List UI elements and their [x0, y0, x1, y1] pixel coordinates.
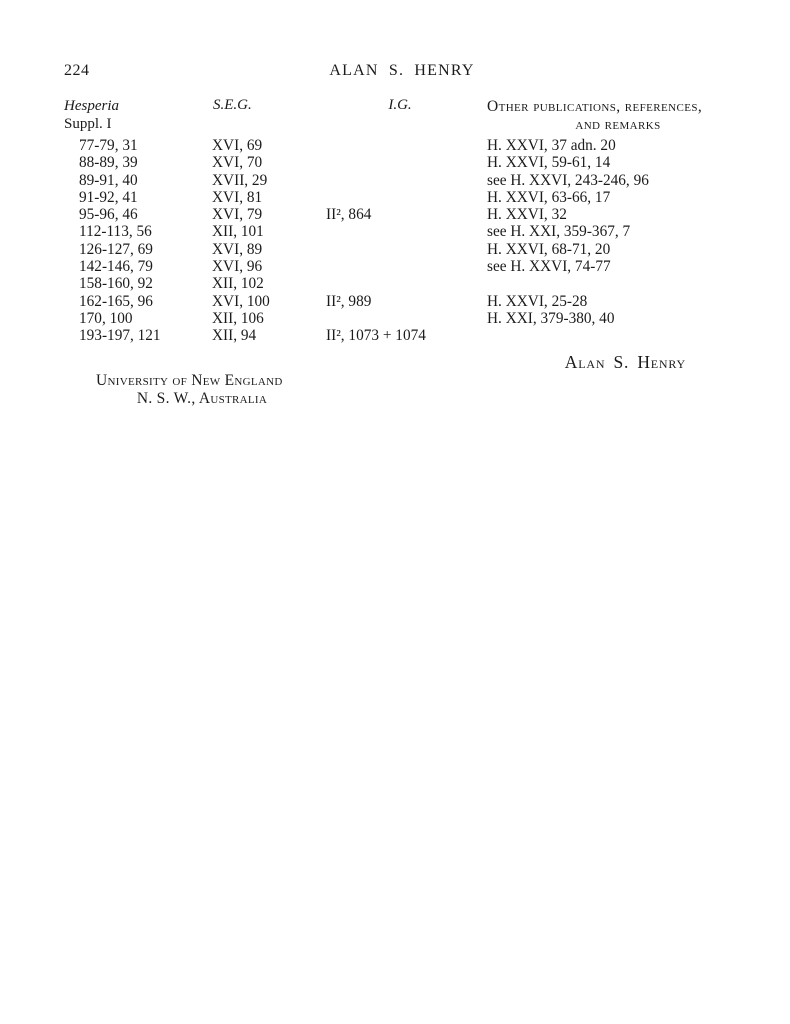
- seg-cell: XVI, 69: [212, 137, 263, 154]
- seg-cell: XII, 102: [212, 275, 264, 293]
- ig-cell: [320, 137, 487, 154]
- table-row: [64, 241, 760, 258]
- ig-cell: [320, 189, 487, 206]
- hesperia-cell: 88-89, 39: [79, 154, 138, 172]
- table-row: [64, 293, 760, 310]
- seg-cell: XII, 101: [212, 223, 264, 241]
- hesperia-cell: 77-79, 31: [79, 137, 138, 154]
- author-signature: Alan S. Henry: [564, 352, 686, 372]
- column-header-hesperia: [64, 97, 210, 133]
- other-cell: see H. XXI, 359-367, 7: [487, 223, 631, 241]
- hesperia-cell: 112-113, 56: [79, 223, 152, 241]
- table-row: [64, 189, 760, 206]
- other-cell: H. XXVI, 37 adn. 20: [487, 137, 616, 154]
- seg-cell: XVI, 96: [212, 258, 263, 276]
- column-header-seg: S.E.G.: [213, 97, 252, 113]
- seg-cell: XVI, 89: [212, 240, 263, 258]
- ig-cell: [320, 275, 487, 292]
- running-head: [64, 62, 740, 82]
- hesperia-cell: 91-92, 41: [79, 188, 138, 206]
- affiliation-location: N. S. W., Australia: [136, 389, 268, 407]
- hesperia-cell: 95-96, 46: [79, 206, 138, 224]
- column-header-hesperia-line2: Suppl. I: [64, 116, 112, 132]
- other-cell: H. XXVI, 63-66, 17: [487, 188, 611, 206]
- column-header-other: [487, 98, 749, 134]
- other-cell: [487, 327, 760, 344]
- running-header-title: ALAN S. HENRY: [329, 62, 475, 79]
- affiliation-institution: University of New England: [96, 372, 283, 389]
- seg-cell: XVI, 100: [212, 292, 270, 310]
- table-row: [64, 223, 760, 240]
- ig-cell: II², 989: [326, 292, 372, 310]
- hesperia-cell: 158-160, 92: [79, 275, 153, 293]
- column-header-hesperia-line1: Hesperia: [64, 98, 119, 114]
- hesperia-cell: 170, 100: [79, 309, 133, 327]
- table-row: [64, 327, 760, 344]
- other-cell: [487, 275, 760, 292]
- hesperia-cell: 89-91, 40: [79, 171, 138, 189]
- ig-cell: [320, 241, 487, 258]
- seg-cell: XII, 106: [212, 309, 264, 327]
- ig-cell: [320, 172, 487, 189]
- seg-cell: XVI, 81: [212, 188, 263, 206]
- ig-cell: II², 1073 + 1074: [326, 327, 426, 345]
- hesperia-cell: 193-197, 121: [79, 327, 161, 345]
- other-cell: H. XXVI, 68-71, 20: [487, 240, 611, 258]
- ig-cell: [320, 310, 487, 327]
- seg-cell: XII, 94: [212, 327, 257, 345]
- table-row: [64, 172, 760, 189]
- column-header-ig: I.G.: [388, 97, 412, 113]
- column-header-other-line1: Other publications, references,: [487, 98, 703, 115]
- ig-cell: [320, 258, 487, 275]
- other-cell: see H. XXVI, 243-246, 96: [487, 171, 649, 189]
- table-row: [64, 137, 760, 154]
- author-affiliation: [96, 372, 308, 407]
- table-row: [64, 154, 760, 171]
- other-cell: see H. XXVI, 74-77: [487, 258, 611, 276]
- ig-cell: II², 864: [326, 206, 372, 224]
- seg-cell: XVI, 70: [212, 154, 263, 172]
- table-row: [64, 275, 760, 292]
- seg-cell: XVII, 29: [212, 171, 268, 189]
- concordance-table: [64, 137, 760, 345]
- page-number: 224: [64, 62, 90, 79]
- other-cell: H. XXVI, 59-61, 14: [487, 154, 611, 172]
- other-cell: H. XXVI, 25-28: [487, 292, 588, 310]
- column-header-other-line2: and remarks: [575, 116, 661, 133]
- hesperia-cell: 142-146, 79: [79, 258, 153, 276]
- table-row: [64, 310, 760, 327]
- ig-cell: [320, 154, 487, 171]
- table-row: [64, 206, 760, 223]
- other-cell: H. XXI, 379-380, 40: [487, 309, 615, 327]
- seg-cell: XVI, 79: [212, 206, 263, 224]
- ig-cell: [320, 223, 487, 240]
- table-row: [64, 258, 760, 275]
- hesperia-cell: 162-165, 96: [79, 292, 153, 310]
- hesperia-cell: 126-127, 69: [79, 240, 153, 258]
- other-cell: H. XXVI, 32: [487, 206, 567, 224]
